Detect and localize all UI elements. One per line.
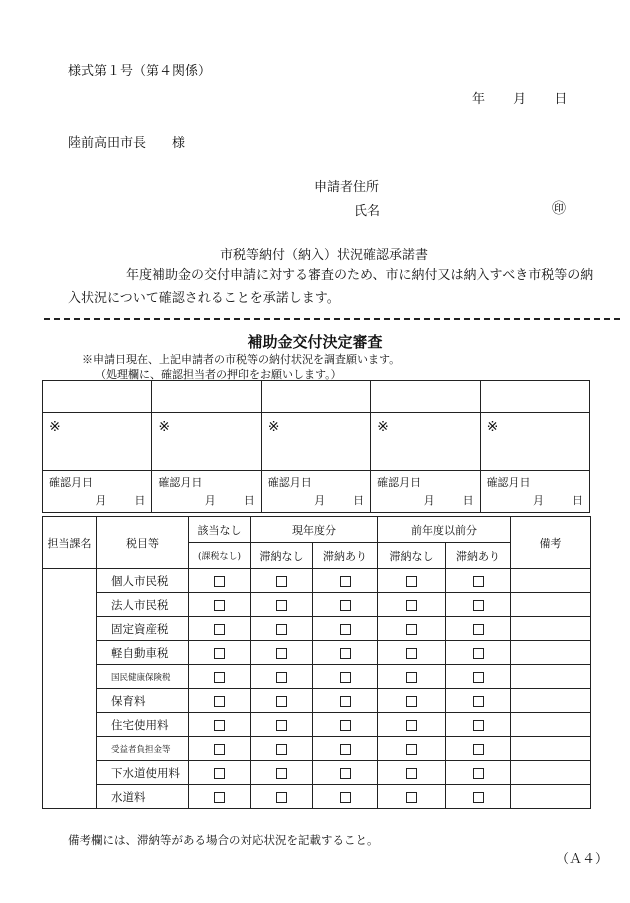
stamp-mark-cell[interactable]: ※	[480, 413, 589, 471]
checkbox-current-no[interactable]	[276, 648, 287, 659]
checkbox-prior-yes[interactable]	[473, 792, 484, 803]
table-row	[43, 617, 591, 641]
remarks-cell[interactable]	[511, 665, 591, 689]
checkbox-current-no[interactable]	[276, 744, 287, 755]
checkbox-cell-prior-yes	[446, 569, 511, 593]
table-row	[43, 761, 591, 785]
checkbox-cell-prior-yes	[446, 617, 511, 641]
checkbox-prior-no[interactable]	[406, 624, 417, 635]
seal-mark: ㊞	[552, 201, 566, 217]
checkbox-cell-prior-yes	[446, 689, 511, 713]
confirm-date-cell[interactable]	[261, 471, 370, 513]
table-row	[43, 569, 591, 593]
applicant-name-label: 氏名	[354, 204, 381, 219]
checkbox-current-yes[interactable]	[340, 744, 351, 755]
review-note-2: （処理欄に、確認担当者の押印をお願いします。）	[95, 368, 342, 381]
checkbox-current-no[interactable]	[276, 720, 287, 731]
confirm-month-day	[487, 490, 583, 508]
checkbox-cell-current-no	[251, 641, 313, 665]
checkbox-cell-none	[189, 713, 251, 737]
checkbox-current-yes[interactable]	[340, 672, 351, 683]
confirm-date-cell[interactable]	[152, 471, 261, 513]
checkbox-none[interactable]	[214, 768, 225, 779]
checkbox-cell-current-yes	[313, 785, 378, 809]
consent-title: 市税等納付（納入）状況確認承諾書	[220, 248, 429, 263]
checkbox-prior-no[interactable]	[406, 648, 417, 659]
consent-body	[68, 264, 598, 310]
checkbox-cell-none	[189, 665, 251, 689]
header-prior-unpaid-yes: 滞納あり	[446, 543, 511, 569]
tax-item-label: 下水道使用料	[97, 761, 189, 785]
checkbox-cell-none	[189, 761, 251, 785]
checkbox-cell-prior-no	[378, 641, 446, 665]
checkbox-cell-prior-yes	[446, 785, 511, 809]
tax-item-label: 水道料	[97, 785, 189, 809]
checkbox-current-no[interactable]	[276, 792, 287, 803]
checkbox-cell-current-no	[251, 713, 313, 737]
remarks-cell[interactable]	[511, 785, 591, 809]
header-prior-years: 前年度以前分	[378, 517, 511, 543]
checkbox-cell-current-yes	[313, 665, 378, 689]
confirmation-stamp-table	[42, 380, 590, 513]
confirm-date-cell[interactable]	[480, 471, 589, 513]
addressee	[68, 132, 185, 151]
day-label: 日	[134, 494, 146, 507]
checkbox-cell-current-yes	[313, 761, 378, 785]
table-row	[43, 737, 591, 761]
checkbox-current-yes[interactable]	[340, 720, 351, 731]
checkbox-cell-none	[189, 641, 251, 665]
header-tax: 税目等	[97, 517, 189, 569]
confirm-date-label: 確認月日	[267, 476, 312, 489]
tax-item-label: 軽自動車税	[97, 641, 189, 665]
checkbox-current-yes[interactable]	[340, 768, 351, 779]
confirm-month-day	[268, 490, 364, 508]
checkbox-cell-current-yes	[313, 641, 378, 665]
header-remarks: 備考	[511, 517, 591, 569]
checkbox-prior-yes[interactable]	[473, 672, 484, 683]
checkbox-cell-prior-no	[378, 665, 446, 689]
month-label: 月	[204, 494, 216, 507]
checkbox-prior-no[interactable]	[406, 768, 417, 779]
tax-item-label: 保育料	[97, 689, 189, 713]
checkbox-cell-none	[189, 785, 251, 809]
dept-cell[interactable]	[43, 569, 97, 809]
confirm-date-label: 確認月日	[49, 476, 93, 489]
table-row	[43, 689, 591, 713]
checkbox-prior-no[interactable]	[406, 720, 417, 731]
month-label: 月	[423, 494, 435, 507]
checkbox-none[interactable]	[214, 600, 225, 611]
confirm-date-label: 確認月日	[377, 476, 422, 489]
checkbox-current-yes[interactable]	[340, 600, 351, 611]
checkbox-cell-none	[189, 689, 251, 713]
day-label: 日	[572, 494, 583, 507]
checkbox-prior-yes[interactable]	[473, 768, 484, 779]
tax-item-label: 個人市民税	[97, 569, 189, 593]
stamp-cell[interactable]	[371, 381, 480, 413]
footer-note: 備考欄には、滞納等がある場合の対応状況を記載すること。	[68, 833, 379, 847]
checkbox-cell-current-yes	[313, 617, 378, 641]
checkbox-cell-current-no	[251, 617, 313, 641]
remarks-cell[interactable]	[511, 761, 591, 785]
checkbox-current-no[interactable]	[276, 624, 287, 635]
table-row	[43, 713, 591, 737]
checkbox-cell-current-yes	[313, 569, 378, 593]
checkbox-current-yes[interactable]	[340, 576, 351, 587]
checkbox-cell-none	[189, 569, 251, 593]
checkbox-current-yes[interactable]	[340, 792, 351, 803]
checkbox-current-no[interactable]	[276, 576, 287, 587]
stamp-row-mark	[43, 413, 590, 471]
checkbox-cell-prior-no	[378, 785, 446, 809]
date-day-label: 日	[554, 92, 568, 107]
stamp-mark-cell[interactable]: ※	[43, 413, 152, 471]
addressee-honorific: 様	[172, 136, 186, 151]
checkbox-cell-current-no	[251, 665, 313, 689]
header-current-unpaid-no: 滞納なし	[251, 543, 313, 569]
checkbox-cell-prior-no	[378, 737, 446, 761]
checkbox-none[interactable]	[214, 576, 225, 587]
stamp-mark-cell[interactable]: ※	[371, 413, 480, 471]
confirm-month-day	[377, 490, 473, 508]
checkbox-current-no[interactable]	[276, 672, 287, 683]
checkbox-prior-no[interactable]	[406, 672, 417, 683]
checkbox-prior-yes[interactable]	[473, 744, 484, 755]
checkbox-none[interactable]	[214, 720, 225, 731]
checkbox-prior-yes[interactable]	[473, 576, 484, 587]
month-label: 月	[533, 494, 544, 507]
header-dept: 担当課名	[43, 517, 97, 569]
header-none: 該当なし	[189, 517, 251, 543]
checkbox-prior-yes[interactable]	[473, 648, 484, 659]
remarks-cell[interactable]	[511, 617, 591, 641]
checkbox-prior-yes[interactable]	[473, 720, 484, 731]
confirm-month-day	[158, 490, 254, 508]
stamp-cell[interactable]	[480, 381, 589, 413]
checkbox-prior-no[interactable]	[406, 696, 417, 707]
checkbox-prior-yes[interactable]	[473, 600, 484, 611]
checkbox-cell-prior-no	[378, 689, 446, 713]
checkbox-prior-no[interactable]	[406, 744, 417, 755]
header-none-sub: (課税なし)	[189, 543, 251, 569]
stamp-cell[interactable]	[152, 381, 261, 413]
checkbox-cell-prior-no	[378, 593, 446, 617]
checkbox-cell-prior-yes	[446, 593, 511, 617]
table-row	[43, 593, 591, 617]
checkbox-prior-no[interactable]	[406, 576, 417, 587]
checkbox-cell-prior-no	[378, 761, 446, 785]
addressee-name: 陸前高田市長	[68, 136, 147, 151]
remarks-cell[interactable]	[511, 641, 591, 665]
checkbox-cell-none	[189, 617, 251, 641]
checkbox-cell-current-yes	[313, 737, 378, 761]
month-label: 月	[95, 494, 107, 507]
applicant-address-label: 申請者住所	[314, 180, 380, 195]
date-year-label: 年	[472, 92, 486, 107]
header-current-unpaid-yes: 滞納あり	[313, 543, 378, 569]
review-note-1: ※申請日現在、上記申請者の市税等の納付状況を調査願います。	[82, 353, 401, 366]
tax-item-label: 法人市民税	[97, 593, 189, 617]
tax-item-label: 国民健康保険税	[97, 665, 189, 689]
date-line	[472, 88, 567, 107]
checkbox-none[interactable]	[214, 648, 225, 659]
checkbox-none[interactable]	[214, 792, 225, 803]
checkbox-current-no[interactable]	[276, 696, 287, 707]
checkbox-current-no[interactable]	[276, 768, 287, 779]
confirm-month-day	[49, 490, 145, 508]
checkbox-cell-prior-no	[378, 617, 446, 641]
confirm-date-label: 確認月日	[486, 476, 531, 489]
table-row	[43, 641, 591, 665]
checkbox-cell-none	[189, 593, 251, 617]
stamp-mark-cell[interactable]: ※	[152, 413, 261, 471]
checkbox-cell-current-yes	[313, 593, 378, 617]
header-prior-unpaid-no: 滞納なし	[378, 543, 446, 569]
checkbox-cell-current-yes	[313, 689, 378, 713]
remarks-cell[interactable]	[511, 569, 591, 593]
checkbox-prior-yes[interactable]	[473, 696, 484, 707]
remarks-cell[interactable]	[511, 713, 591, 737]
checkbox-cell-prior-no	[378, 569, 446, 593]
checkbox-cell-current-no	[251, 785, 313, 809]
checkbox-cell-prior-no	[378, 713, 446, 737]
remarks-cell[interactable]	[511, 737, 591, 761]
table-row	[43, 785, 591, 809]
review-title: 補助金交付決定審査	[247, 333, 383, 351]
checkbox-cell-current-no	[251, 761, 313, 785]
checkbox-prior-no[interactable]	[406, 600, 417, 611]
header-current-year: 現年度分	[251, 517, 378, 543]
stamp-row-date	[43, 471, 590, 513]
remarks-cell[interactable]	[511, 689, 591, 713]
table-row	[43, 665, 591, 689]
form-number: 様式第１号（第４関係）	[68, 64, 212, 79]
confirm-date-label: 確認月日	[158, 476, 203, 489]
checkbox-cell-prior-yes	[446, 665, 511, 689]
day-label: 日	[353, 494, 365, 507]
checkbox-current-no[interactable]	[276, 600, 287, 611]
stamp-cell[interactable]	[43, 381, 152, 413]
checkbox-current-yes[interactable]	[340, 696, 351, 707]
confirm-date-cell[interactable]	[43, 471, 152, 513]
tax-item-label: 受益者負担金等	[97, 737, 189, 761]
day-label: 日	[243, 494, 255, 507]
checkbox-cell-current-no	[251, 569, 313, 593]
checkbox-prior-no[interactable]	[406, 792, 417, 803]
checkbox-cell-none	[189, 737, 251, 761]
table-header-row-1	[43, 517, 591, 543]
tax-item-label: 住宅使用料	[97, 713, 189, 737]
cut-line-divider	[44, 318, 620, 320]
checkbox-cell-prior-yes	[446, 713, 511, 737]
checkbox-cell-prior-yes	[446, 641, 511, 665]
checkbox-cell-prior-yes	[446, 761, 511, 785]
confirm-date-cell[interactable]	[371, 471, 480, 513]
paper-size-label: （Ａ４）	[556, 852, 609, 867]
consent-body-text: 年度補助金の交付申請に対する審査のため、市に納付又は納入すべき市税等の納入状況について確認されることを承諾します。	[68, 268, 594, 306]
checkbox-cell-current-yes	[313, 713, 378, 737]
checkbox-current-yes[interactable]	[340, 624, 351, 635]
day-label: 日	[462, 494, 474, 507]
checkbox-cell-prior-yes	[446, 737, 511, 761]
checkbox-cell-current-no	[251, 593, 313, 617]
checkbox-none[interactable]	[214, 696, 225, 707]
checkbox-none[interactable]	[214, 744, 225, 755]
remarks-cell[interactable]	[511, 593, 591, 617]
checkbox-cell-current-no	[251, 689, 313, 713]
checkbox-none[interactable]	[214, 624, 225, 635]
checkbox-none[interactable]	[214, 672, 225, 683]
checkbox-prior-yes[interactable]	[473, 624, 484, 635]
stamp-mark-cell[interactable]: ※	[261, 413, 370, 471]
stamp-cell[interactable]	[261, 381, 370, 413]
stamp-row-blank	[43, 381, 590, 413]
tax-item-label: 固定資産税	[97, 617, 189, 641]
checkbox-cell-current-no	[251, 737, 313, 761]
month-label: 月	[314, 494, 326, 507]
tax-status-table	[42, 516, 591, 809]
checkbox-current-yes[interactable]	[340, 648, 351, 659]
date-month-label: 月	[513, 92, 527, 107]
